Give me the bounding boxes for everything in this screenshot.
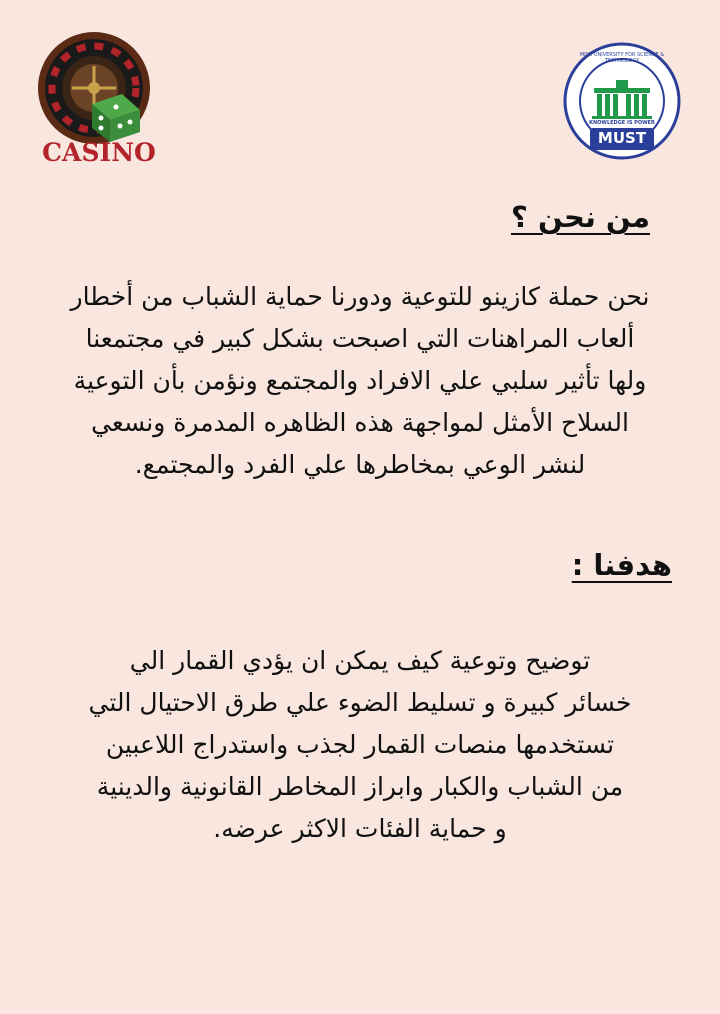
about-line: لنشر الوعي بمخاطرها علي الفرد والمجتمع. bbox=[134, 450, 586, 479]
goal-line: من الشباب والكبار وابراز المخاطر القانونية والدينية bbox=[96, 772, 624, 801]
about-paragraph bbox=[20, 276, 700, 486]
goal-line: خسائر كبيرة و تسليط الضوء علي طرق الاحتيال التي bbox=[88, 688, 632, 717]
about-line: ألعاب المراهنات التي اصبحت بشكل كبير في مجتمعنا bbox=[85, 324, 635, 353]
casino-logo-text: CASINO bbox=[42, 138, 156, 167]
about-heading: من نحن ؟ bbox=[511, 200, 650, 234]
casino-logo bbox=[36, 30, 162, 170]
goal-line: و حماية الفئات الاكثر عرضه. bbox=[213, 814, 507, 843]
about-line: السلاح الأمثل لمواجهة هذه الظاهره المدمرة ونسعي bbox=[91, 408, 629, 437]
about-line: نحن حملة كازينو للتوعية ودورنا حماية الشباب من أخطار bbox=[70, 282, 650, 311]
must-ring-text: MISR UNIVERSITY FOR SCIENCE & TECHNOLOGY bbox=[579, 52, 665, 64]
goal-line: تستخدمها منصات القمار لجذب واستدراج اللاعبين bbox=[105, 730, 615, 759]
must-motto: KNOWLEDGE IS POWER bbox=[589, 120, 655, 126]
must-logo bbox=[560, 42, 684, 160]
goal-paragraph bbox=[20, 640, 700, 850]
goal-line: توضيح وتوعية كيف يمكن ان يؤدي القمار الي bbox=[129, 646, 591, 675]
goal-heading: هدفنا : bbox=[571, 548, 672, 582]
about-line: ولها تأثير سلبي علي الافراد والمجتمع ونؤمن بأن التوعية bbox=[73, 366, 647, 395]
must-abbr: MUST bbox=[597, 129, 647, 147]
